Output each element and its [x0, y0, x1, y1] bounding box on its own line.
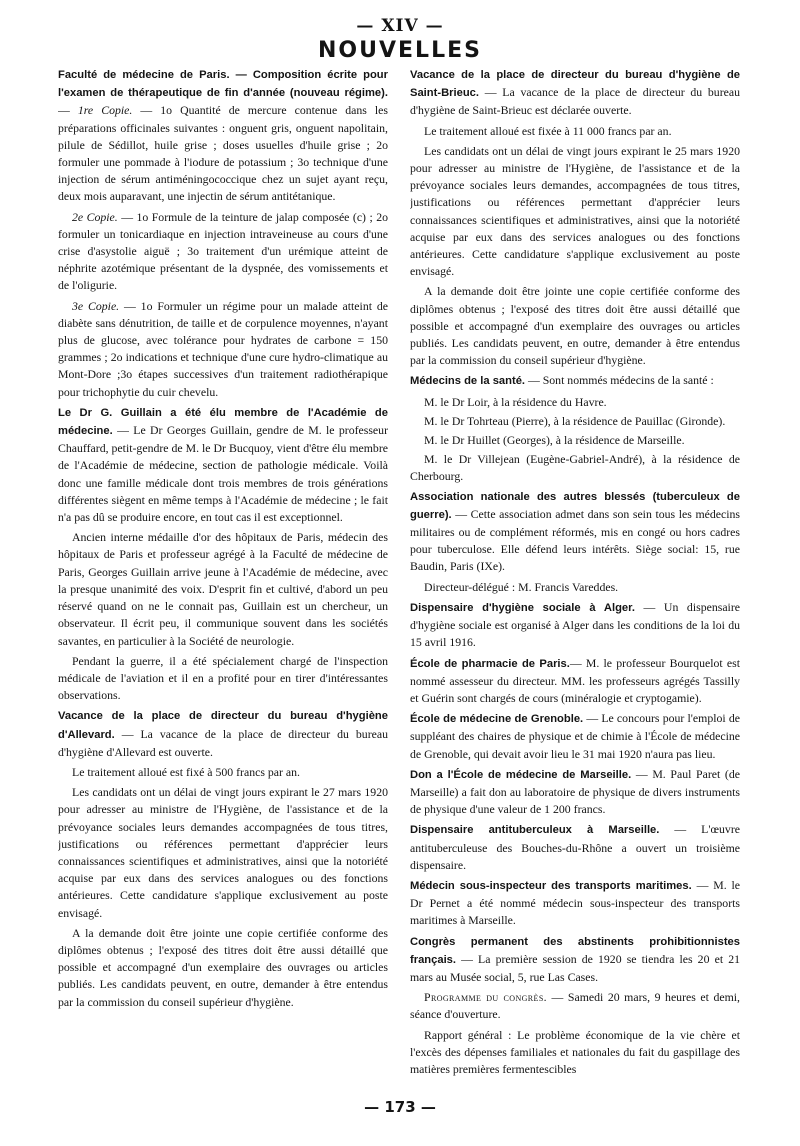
- article-heading: Médecin sous-inspecteur des transports maritimes.: [410, 879, 692, 892]
- paragraph-text: — Un dispensaire d'hygiène sociale est organisé à Alger dans les conditions de la loi du 15 avril 1916.: [410, 599, 740, 650]
- article-dispensaire-marseille: [410, 821, 740, 874]
- paragraph-text: — La première session de 1920 se tiendra les 20 et 21 mars au Musée social, 5, rue Las Cases.: [410, 951, 740, 984]
- article-pharmacie-paris: [410, 655, 740, 708]
- paragraph: Rapport général : Le problème économique de la vie chère et l'excès des dépenses familiales et nationales du fait du gaspillage des matières premières fermentescibles: [410, 1027, 740, 1076]
- paragraph: Les candidats ont un délai de vingt jours expirant le 27 mars 1920 pour adresser au ministre de l'Hygiène, de l'assistance et de la prévoyance sociales leurs demandes accompagnées de tous titres, justifications ou références permettant d'apprécier leurs connaissances scientifiques et administratives, ainsi que la notoriété acquise par eux dans des services analogues ou des fonctions antérieures. Cette candidature s'applique exclusivement au poste envisagé.: [58, 785, 388, 920]
- right-column: [410, 66, 740, 1096]
- article-heading: Vacance de la place de directeur du bureau d'hygiène de Saint-Brieuc.: [410, 69, 740, 100]
- appointment-item: M. le Dr Tohrteau (Pierre), à la résidence de Pauillac (Gironde).: [424, 413, 726, 428]
- article-don-marseille: [410, 766, 740, 819]
- copy-label: 3e Copie.: [72, 298, 120, 313]
- paragraph-text: — La vacance de la place de directeur du bureau d'hygiène d'Allevard est ouverte.: [58, 726, 388, 759]
- article-heading: Association nationale des autres blessés (tuberculeux de guerre).: [410, 490, 740, 521]
- paragraph: [58, 298, 388, 401]
- paragraph: Les candidats ont un délai de vingt jours expirant le 25 mars 1920 pour adresser au ministre de l'Hygiène, de l'assistance et de la prévoyance sociales leurs demandes, accompagnées de tous titres, justifications ou références permettant d'apprécier leurs connaissances scientifiques et administratives, ainsi que la notoriété acquise par eux dans des services analogues ou des fonctions antérieures. Cette candidature s'applique exclusivement au poste envisagé.: [410, 143, 740, 279]
- article-heading: École de médecine de Grenoble.: [410, 713, 584, 726]
- article-heading: Dispensaire d'hygiène sociale à Alger.: [410, 601, 635, 614]
- page-number: — 173 —: [364, 1098, 436, 1116]
- paragraph-text: — Le Dr Georges Guillain, gendre de M. le professeur Chauffard, petit-gendre de M. le Dr Bucquoy, vient d'être élu membre de l'Académie de médecine, section de pathologie médicale. Voilà donc une famille médicale dont trois membres de trois générations différentes siègent en même temps à l'Académie de médecine ; le fait n'a pas dû se produire encore, en tout cas il est exceptionnel.: [58, 423, 388, 525]
- appointment-item: M. le Dr Villejean (Eugène-Gabriel-André), à la résidence de Cherbourg.: [410, 452, 740, 484]
- section-title: NOUVELLES: [318, 38, 482, 63]
- article-saint-brieuc: [410, 66, 740, 120]
- paragraph-text: — L'œuvre antituberculeuse des Bouches-du-Rhône a ouvert un troisième dispensaire.: [410, 822, 740, 872]
- paragraph: Pendant la guerre, il a été spécialement chargé de l'inspection médicale de l'aviation et il en a profité pour en tirer d'intéressantes observations.: [58, 653, 388, 703]
- separator: —: [58, 103, 78, 118]
- article-transports-maritimes: [410, 877, 740, 930]
- paragraph-text: — 1o Formuler un régime pour un malade atteint de diabète sans dénutrition, de taille et de corpulence moyennes, n'ayant plus de glucose, avec tolérance pour hydrates de carbone = 150 grammes ; 2o indications et technique d'une cure hydro-climatique au Mont-Dore ;3o étapes successives d'un traitement radiothérapique pour trichophytie du cuir chevelu.: [58, 298, 388, 399]
- paragraph-text: — M. Paul Paret (de Marseille) a fait don au laboratoire de physique de divers instruments de physique d'une valeur de 1 200 francs.: [410, 766, 740, 817]
- paragraph: A la demande doit être jointe une copie certifiée conforme des diplômes obtenus ; l'exposé des titres doit être aussi détaillé que possible et accompagné d'un exemplaire des ouvrages ou articles publiés. Les candidats peuvent, en outre, demander à être entendus par la commission du conseil supérieur d'hygiène.: [58, 925, 388, 1009]
- article-guillain: [58, 404, 388, 526]
- paragraph-text: — 1o Quantité de mercure contenue dans les préparations officinales suivantes : onguent gris, onguent napolitain, pilule de Sédillot, huile grise ; doses usuelles d'huile grise ; 2o formuler une pommade à l'iodure de potassium ; 3o technique d'une injection de sérum antiméningococcique chez un sujet ayant reçu, deux mois auparavant, une injectin de sérum antitétanique.: [58, 103, 388, 204]
- article-heading: Le Dr G. Guillain a été élu membre de l'Académie de médecine.: [58, 406, 388, 438]
- appointment-item: M. le Dr Huillet (Georges), à la résidence de Marseille.: [424, 433, 685, 448]
- article-exam-composition: [58, 66, 388, 206]
- left-column: [58, 66, 388, 1096]
- article-heading: Faculté de médecine de Paris. — Composition écrite pour l'examen de thérapeutique de fin d'année (nouveau régime).: [58, 69, 388, 100]
- article-dispensaire-alger: [410, 599, 740, 652]
- article-heading: École de pharmacie de Paris.: [410, 657, 570, 670]
- page-number-roman: — XIV —: [356, 16, 444, 36]
- paragraph-text: — M. le professeur Bourquelot est nommé assesseur du directeur. MM. les professeurs agrégés Tassilly et Guérin sont chargés de cours (minéralogie et cryptogamie).: [410, 655, 740, 705]
- article-allevard: [58, 707, 388, 761]
- article-congres-abstinents: [410, 933, 740, 987]
- paragraph: A la demande doit être jointe une copie certifiée conforme des diplômes obtenus ; l'exposé des titres doit être aussi détaillé que possible et accompagné d'un exemplaire des ouvrages ou articles publiés. Les candidats peuvent, en outre, demander à être entendus par la commission du conseil supérieur d'hygiène.: [410, 284, 740, 368]
- appointment-item: M. le Dr Loir, à la résidence du Havre.: [424, 394, 607, 409]
- copy-label: 2e Copie.: [72, 209, 118, 224]
- paragraph: Directeur-délégué : M. Francis Vareddes.: [424, 579, 619, 594]
- article-heading: Médecins de la santé.: [410, 375, 526, 388]
- article-association-blesses: [410, 488, 740, 576]
- article-medecine-grenoble: [410, 710, 740, 763]
- paragraph: Ancien interne médaille d'or des hôpitaux de Paris, médecin des hôpitaux de Paris et professeur agrégé à la Faculté de médecine de Paris, Georges Guillain arrive jeune à l'Académie de médecine, avec la presque unanimité des voix. D'esprit fin et cultivé, d'abord un peu réservé quand on ne le connait pas, Guillain est un chercheur, un observateur. Il écrit peu, il communique souvent dans les sociétés savantes, en particulier à la Société de neurologie.: [58, 530, 388, 648]
- paragraph-text: — Sont nommés médecins de la santé :: [525, 373, 714, 388]
- program-label: Programme du congrès.: [424, 990, 548, 1005]
- paragraph-text: — 1o Formule de la teinture de jalap composée (c) ; 2o formuler un tonicardiaque en injection intraveineuse au cours d'une crise d'asystolie aiguë ; 3o traitement d'un urémique atteint de néphrite azotémique présentant de la dyspnée, des vomissements et de l'oligurie.: [58, 209, 388, 293]
- paragraph-text: — Le concours pour l'emploi de suppléant des chaires de physique et de chimie à l'École de médecine de Grenoble, qui devait avoir lieu le 31 mai 1920 n'aura pas lieu.: [410, 711, 740, 761]
- paragraph-text: — M. le Dr Pernet a été nommé médecin sous-inspecteur des transports maritimes à Marseille.: [410, 877, 740, 928]
- article-heading: Congrès permanent des abstinents prohibitionnistes français.: [410, 935, 740, 966]
- copy-label: 1re Copie.: [77, 103, 133, 118]
- paragraph: [410, 989, 740, 1023]
- paragraph-text: — Samedi 20 mars, 9 heures et demi, séance d'ouverture.: [410, 990, 740, 1022]
- paragraph-text: — Cette association admet dans son sein tous les médecins militaires ou de complément réformés, mis en congé ou hors cadres pour tuberculose. Elle défend leurs intérêts. Siège social: 15, rue Baudin, Paris (IXe).: [410, 506, 740, 574]
- paragraph-text: — La vacance de la place de directeur du bureau d'hygiène de Saint-Brieuc est déclarée ouverte.: [410, 85, 740, 118]
- paragraph: Le traitement alloué est fixée à 11 000 francs par an.: [424, 123, 672, 138]
- paragraph: Le traitement alloué est fixé à 500 francs par an.: [72, 764, 300, 779]
- article-medecins-sante: [410, 372, 740, 390]
- article-heading: Dispensaire antituberculeux à Marseille.: [410, 824, 660, 837]
- article-heading: Don a l'École de médecine de Marseille.: [410, 768, 632, 781]
- article-heading: Vacance de la place de directeur du bureau d'hygiène d'Allevard.: [58, 710, 388, 741]
- paragraph: [58, 209, 388, 295]
